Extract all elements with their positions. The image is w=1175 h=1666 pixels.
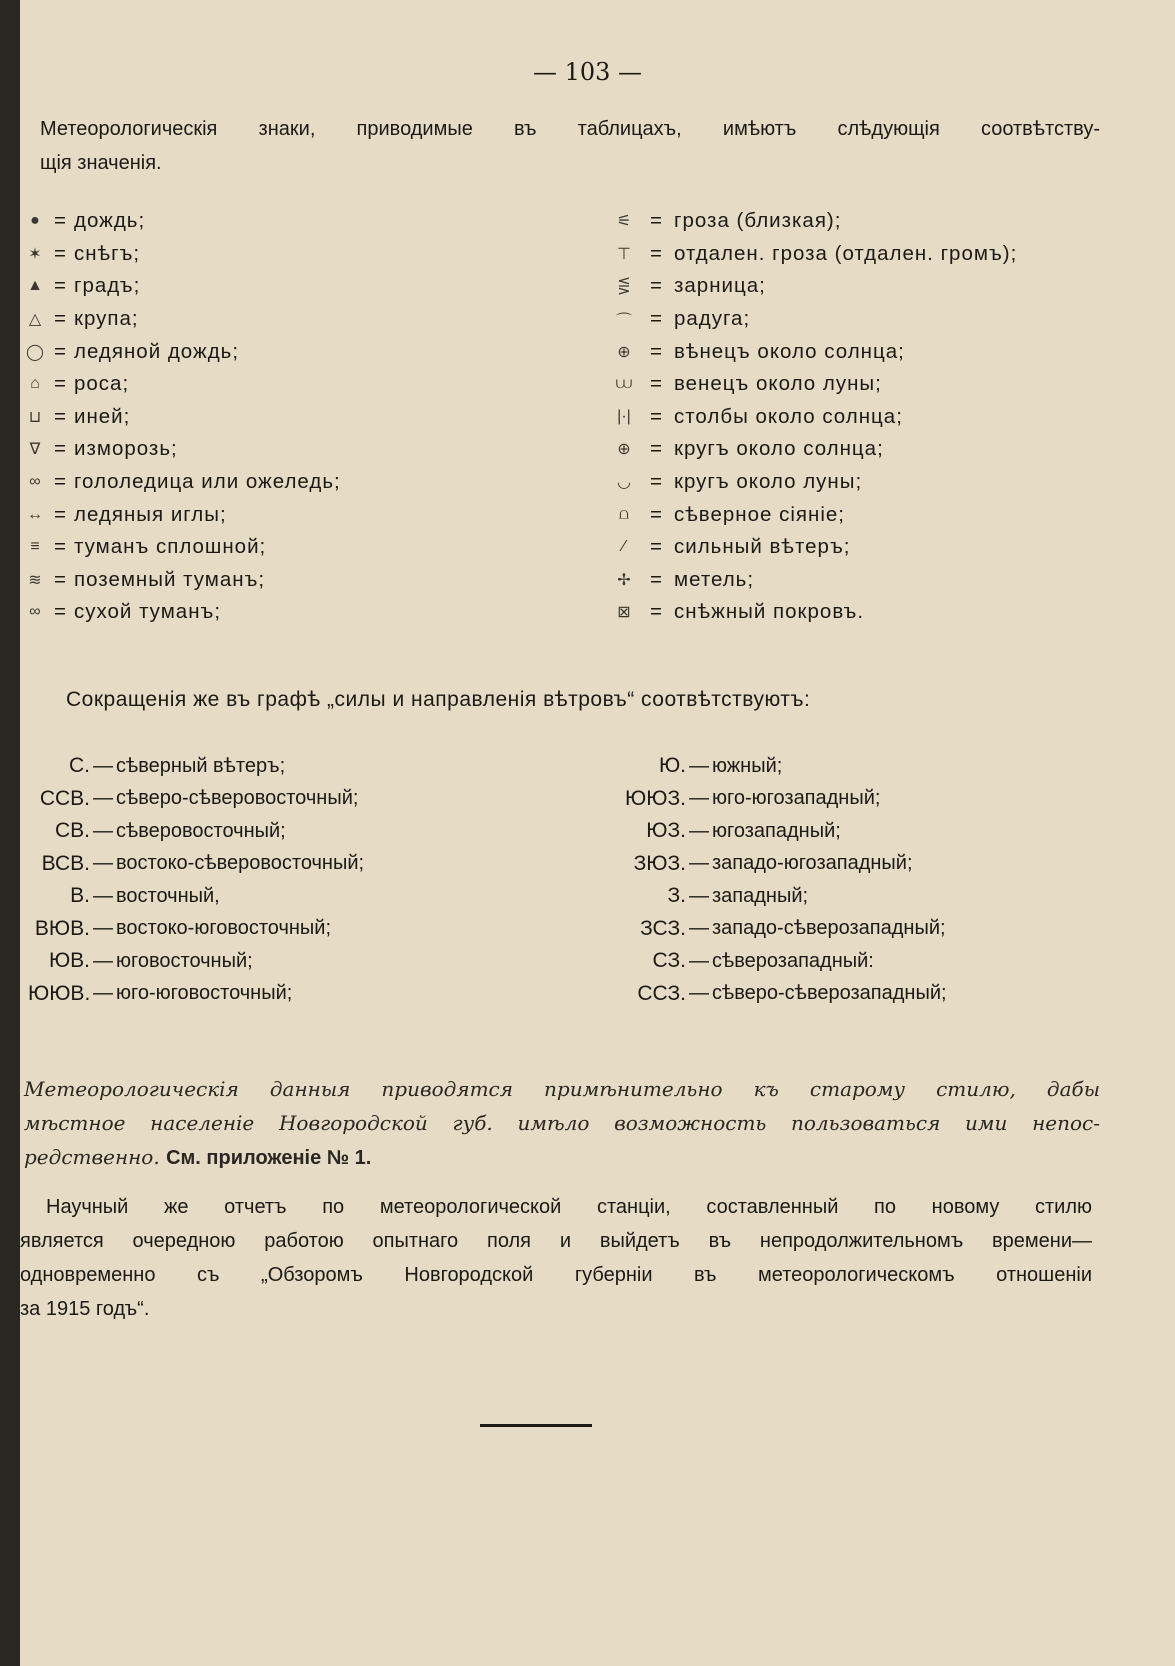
symbol-meaning: зарница; [674, 274, 766, 298]
wind-abbreviation: ЮВ. [48, 949, 90, 973]
symbol-meaning: изморозь; [74, 437, 178, 461]
symbol-legend-row [24, 498, 341, 531]
appendix-reference: См. приложеніе № 1. [166, 1147, 372, 1169]
dash: — [93, 884, 113, 907]
symbol-legend-row [24, 238, 341, 271]
intro-paragraph [40, 112, 1100, 180]
wind-direction-meaning: южный; [712, 754, 783, 777]
ground-fog-symbol-icon: ≋ [28, 571, 42, 589]
equals-sign: = [54, 437, 66, 461]
equals-sign: = [650, 372, 662, 396]
wind-abbreviation: ВСВ. [41, 851, 90, 875]
symbol-meaning: снѣжный покровъ. [674, 600, 865, 624]
wind-abbreviation: ЗЮЗ. [633, 851, 686, 875]
equals-sign: = [650, 567, 662, 591]
dash: — [689, 884, 709, 907]
symbol-legend-right [610, 205, 1017, 629]
italic-note-line [24, 1140, 1100, 1175]
wind-abbreviation-row [610, 978, 947, 1011]
solar-corona-symbol-icon: ⊕ [617, 343, 631, 361]
symbol-legend-row [610, 433, 1017, 466]
equals-sign: = [54, 404, 66, 428]
symbol-legend-row [24, 303, 341, 336]
symbol-legend-row [24, 401, 341, 434]
dash: — [93, 754, 113, 777]
intro-line: Метеорологическія знаки, приводимые въ таблицахъ, имѣютъ слѣдующія соотвѣтству- [40, 118, 1100, 140]
symbol-meaning: ледяной дождь; [74, 339, 240, 363]
aurora-symbol-icon: ⩍ [618, 505, 630, 523]
wind-direction-meaning: сѣверный вѣтеръ; [116, 754, 286, 777]
symbol-meaning: кругъ около солнца; [674, 437, 884, 461]
dash: — [689, 787, 709, 810]
symbol-legend-row [610, 596, 1017, 629]
symbol-meaning: столбы около солнца; [674, 404, 903, 428]
dew-symbol-icon: ⌂ [30, 375, 40, 393]
equals-sign: = [54, 372, 66, 396]
dash: — [93, 949, 113, 972]
lunar-halo-symbol-icon: ◡ [617, 474, 631, 492]
symbol-meaning: иней; [74, 404, 131, 428]
dense-fog-symbol-icon: ≡ [30, 538, 40, 556]
wind-abbreviation-row [28, 978, 364, 1011]
symbol-meaning: сухой туманъ; [74, 600, 222, 624]
wind-abbreviation-row [28, 945, 364, 978]
wind-direction-meaning: восточный, [116, 884, 220, 907]
equals-sign: = [54, 502, 66, 526]
symbol-meaning: метель; [674, 567, 755, 591]
symbol-meaning: гололедица или ожеледь; [74, 470, 341, 494]
symbol-meaning: отдален. гроза (отдален. громъ); [674, 241, 1018, 265]
rain-symbol-icon: ● [30, 212, 40, 230]
wind-direction-meaning: сѣверозападный: [712, 949, 874, 972]
symbol-meaning: дождь; [74, 209, 146, 233]
symbol-legend-row [610, 270, 1017, 303]
symbol-meaning: гроза (близкая); [674, 209, 842, 233]
equals-sign: = [54, 600, 66, 624]
symbol-meaning: ледяныя иглы; [74, 502, 227, 526]
wind-abbreviations-right [610, 750, 947, 1010]
wind-abbreviation-row [28, 783, 364, 816]
symbol-legend-row [24, 433, 341, 466]
wind-direction-meaning: юго-юговосточный; [116, 982, 293, 1005]
dash: — [93, 917, 113, 940]
equals-sign: = [650, 241, 662, 265]
symbol-legend-row [24, 564, 341, 597]
dash: — [689, 949, 709, 972]
equals-sign: = [54, 274, 66, 298]
dash: — [689, 819, 709, 842]
dash: — [93, 982, 113, 1005]
paragraph-line: одновременно съ „Обзоромъ Новгородской губерніи въ метеорологическомъ отношеніи [20, 1264, 1092, 1286]
wind-abbreviation: СЗ. [652, 949, 686, 973]
report-paragraph [20, 1190, 1092, 1326]
symbol-meaning: вѣнецъ около солнца; [674, 339, 905, 363]
sun-pillars-symbol-icon: |·| [617, 407, 631, 425]
equals-sign: = [650, 535, 662, 559]
intro-line: щія значенія. [40, 152, 162, 174]
paragraph-line: является очередною работою опытнаго поля и выйдетъ въ непродолжительномъ времени— [20, 1230, 1092, 1252]
symbol-legend-row [24, 596, 341, 629]
wind-abbreviation-row [610, 913, 947, 946]
wind-abbreviation-row [28, 880, 364, 913]
wind-abbreviation-row [28, 750, 364, 783]
wind-direction-meaning: западо-югозападный; [712, 852, 913, 875]
wind-abbreviation-row [610, 750, 947, 783]
symbol-meaning: туманъ сплошной; [74, 535, 267, 559]
dash: — [93, 819, 113, 842]
symbol-meaning: поземный туманъ; [74, 567, 266, 591]
symbol-legend-row [610, 205, 1017, 238]
wind-abbreviation-row [610, 815, 947, 848]
symbol-meaning: снѣгъ; [74, 241, 141, 265]
symbol-legend-row [610, 498, 1017, 531]
symbol-meaning: роса; [74, 372, 130, 396]
wind-abbreviation: В. [70, 884, 90, 908]
rainbow-symbol-icon: ⌒ [615, 312, 632, 330]
wind-abbreviation: ССВ. [39, 786, 90, 810]
wind-direction-meaning: сѣверовосточный; [116, 819, 286, 842]
italic-note-line: Метеорологическія данныя приводятся примѣнительно къ старому стилю, дабы [24, 1077, 1100, 1101]
wind-abbreviations-heading: Сокращенія же въ графѣ „силы и направленія вѣтровъ“ соотвѣтствуютъ: [66, 688, 811, 711]
closing-rule [480, 1424, 592, 1427]
wind-abbreviation: ЗСЗ. [640, 916, 686, 940]
glaze-symbol-icon: ∞ [29, 473, 41, 491]
symbol-legend-row [24, 368, 341, 401]
paragraph-line: за 1915 годъ“. [20, 1298, 150, 1320]
solar-halo-symbol-icon: ⊕ [617, 441, 631, 459]
wind-abbreviation-row [28, 848, 364, 881]
symbol-meaning: кругъ около луны; [674, 470, 863, 494]
wind-direction-meaning: западо-сѣверозападный; [712, 917, 946, 940]
graupel-symbol-icon: △ [28, 311, 42, 329]
lunar-corona-symbol-icon: ⩊ [615, 375, 633, 393]
symbol-legend-row [610, 401, 1017, 434]
freezing-rain-symbol-icon: ◯ [26, 343, 44, 361]
symbol-legend-row [24, 270, 341, 303]
wind-abbreviation: С. [69, 754, 90, 778]
equals-sign: = [54, 307, 66, 331]
equals-sign: = [54, 567, 66, 591]
wind-direction-meaning: востоко-сѣверовосточный; [116, 852, 365, 875]
distant-thunder-symbol-icon: ⊤ [617, 245, 631, 263]
symbol-legend-row [610, 531, 1017, 564]
italic-note-text: редственно. [24, 1145, 160, 1169]
wind-direction-meaning: юговосточный; [116, 949, 253, 972]
strong-wind-symbol-icon: ∕ [622, 538, 626, 556]
wind-direction-meaning: востоко-юговосточный; [116, 917, 332, 940]
wind-abbreviation-row [610, 783, 947, 816]
snow-cover-symbol-icon: ⊠ [617, 604, 631, 622]
snow-symbol-icon: ✶ [28, 245, 42, 263]
italic-note [24, 1072, 1100, 1175]
italic-note-line: мѣстное населеніе Новгородской губ. имѣло возможность пользоваться ими непос- [24, 1111, 1100, 1135]
equals-sign: = [650, 339, 662, 363]
symbol-legend-row [24, 466, 341, 499]
equals-sign: = [54, 470, 66, 494]
wind-direction-meaning: сѣверо-сѣверовосточный; [116, 787, 359, 810]
symbol-legend-row [24, 335, 341, 368]
wind-abbreviation-row [610, 945, 947, 978]
wind-abbreviation: З. [667, 884, 686, 908]
equals-sign: = [54, 241, 66, 265]
equals-sign: = [650, 437, 662, 461]
wind-direction-meaning: западный; [712, 884, 809, 907]
equals-sign: = [650, 274, 662, 298]
equals-sign: = [650, 404, 662, 428]
dash: — [93, 787, 113, 810]
wind-abbreviation-row [28, 815, 364, 848]
equals-sign: = [650, 470, 662, 494]
symbol-legend-row [24, 531, 341, 564]
page-number: — 103 — [532, 58, 643, 86]
equals-sign: = [650, 209, 662, 233]
dry-haze-symbol-icon: ∞ [29, 603, 41, 621]
symbol-legend-row [610, 335, 1017, 368]
dash: — [689, 917, 709, 940]
blizzard-symbol-icon: ✢ [617, 571, 631, 589]
equals-sign: = [54, 339, 66, 363]
thunderstorm-near-symbol-icon: ⚟ [616, 213, 632, 231]
wind-direction-meaning: сѣверо-сѣверозападный; [712, 982, 947, 1005]
dash: — [689, 852, 709, 875]
symbol-meaning: радуга; [674, 307, 751, 331]
wind-direction-meaning: юго-югозападный; [712, 787, 881, 810]
symbol-legend-row [24, 205, 341, 238]
symbol-meaning: градъ; [74, 274, 141, 298]
symbol-meaning: сильный вѣтеръ; [674, 535, 851, 559]
wind-abbreviation: ЮЮЗ. [625, 786, 686, 810]
hail-symbol-icon: ▲ [27, 277, 43, 295]
equals-sign: = [54, 535, 66, 559]
symbol-legend-row [610, 303, 1017, 336]
equals-sign: = [650, 502, 662, 526]
dash: — [93, 852, 113, 875]
dash: — [689, 982, 709, 1005]
wind-direction-meaning: югозападный; [712, 819, 841, 842]
wind-abbreviation: ЮЗ. [646, 819, 686, 843]
symbol-legend-row [610, 368, 1017, 401]
symbol-meaning: венецъ около луны; [674, 372, 882, 396]
symbol-legend-row [610, 238, 1017, 271]
heat-lightning-symbol-icon: ⋚ [617, 278, 631, 296]
equals-sign: = [650, 600, 662, 624]
symbol-meaning: сѣверное сіяніе; [674, 502, 845, 526]
paragraph-line: Научный же отчетъ по метеорологической станціи, составленный по новому стилю [46, 1196, 1092, 1218]
wind-abbreviations-left [28, 750, 364, 1010]
symbol-legend-left [24, 205, 341, 629]
equals-sign: = [650, 307, 662, 331]
wind-abbreviation-row [610, 848, 947, 881]
symbol-legend-row [610, 564, 1017, 597]
rime-symbol-icon: ∇ [29, 441, 41, 459]
wind-abbreviation: ССЗ. [637, 981, 686, 1005]
hoarfrost-symbol-icon: ⊔ [28, 408, 42, 426]
symbol-meaning: крупа; [74, 307, 139, 331]
equals-sign: = [54, 209, 66, 233]
wind-abbreviation: Ю. [658, 754, 686, 778]
symbol-legend-row [610, 466, 1017, 499]
wind-abbreviation: СВ. [54, 819, 90, 843]
wind-abbreviation: ВЮВ. [34, 916, 90, 940]
wind-abbreviation-row [28, 913, 364, 946]
ice-needles-symbol-icon: ↔ [27, 505, 43, 523]
binding-edge [0, 0, 20, 1666]
dash: — [689, 754, 709, 777]
wind-abbreviation-row [610, 880, 947, 913]
wind-abbreviation: ЮЮВ. [28, 981, 91, 1005]
